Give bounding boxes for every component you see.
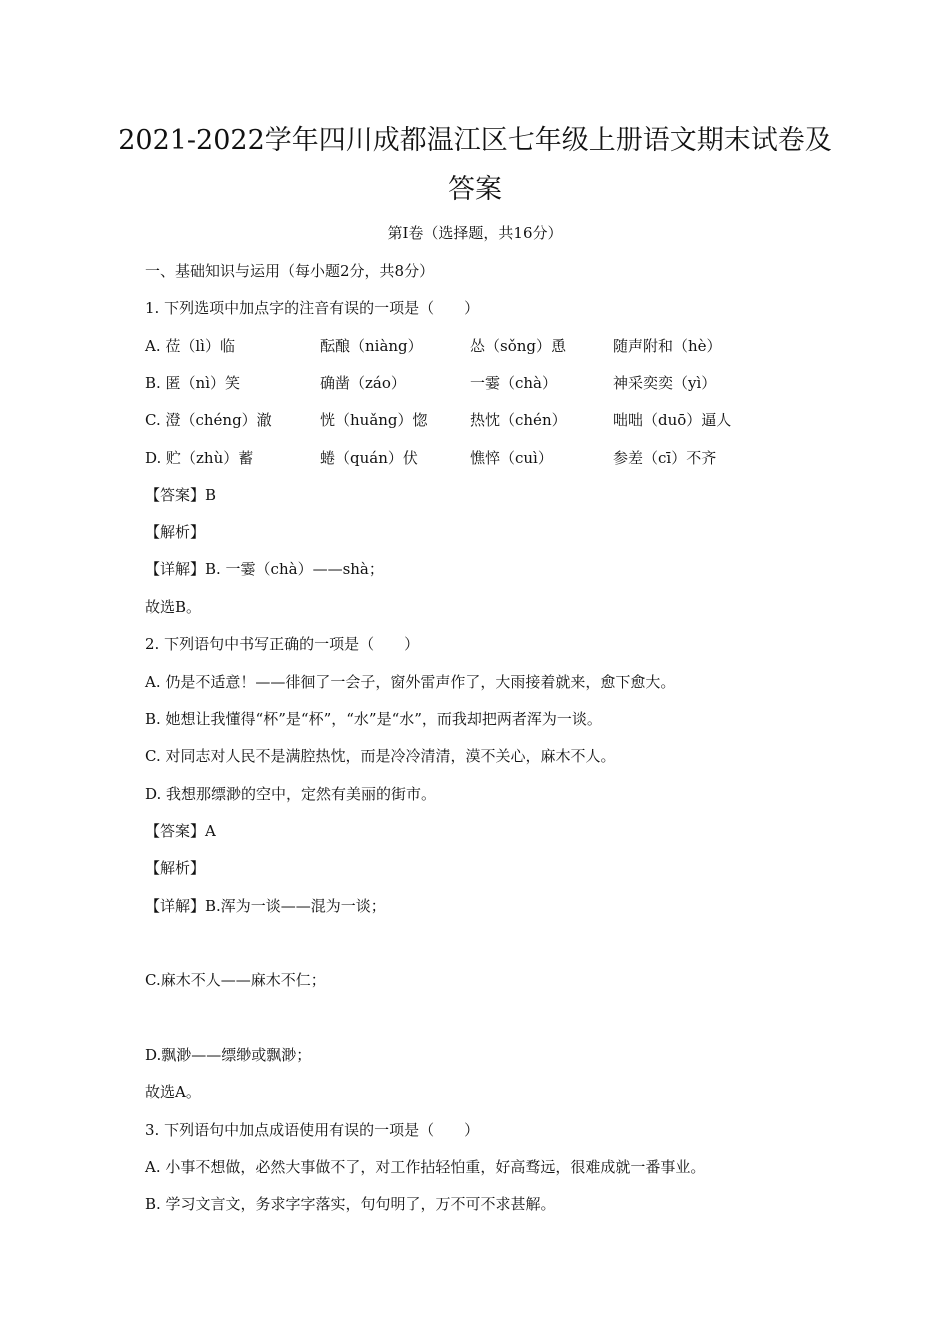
q1-option-a-1: A. 莅（lì）临 <box>145 337 235 355</box>
q1-option-b-2: 确凿（záo） <box>320 374 406 392</box>
q1-option-row-d <box>145 448 845 468</box>
q1-option-d-4: 参差（cī）不齐 <box>613 449 717 467</box>
q1-analysis: 【解析】 <box>145 523 206 541</box>
document-title-line-2: 答案 <box>448 174 502 205</box>
q1-option-row-c <box>145 410 845 430</box>
document-title-line-1: 2021-2022学年四川成都温江区七年级上册语文期末试卷及 <box>118 125 832 156</box>
q2-analysis: 【解析】 <box>145 859 206 877</box>
q3-stem: 3. 下列语句中加点成语使用有误的一项是（ ） <box>145 1121 480 1139</box>
q1-option-d-3: 憔悴（cuì） <box>470 449 553 467</box>
q2-option-b: B. 她想让我懂得“杯”是“杯”，“水”是“水”，而我却把两者浑为一谈。 <box>145 710 602 728</box>
q1-option-a-2: 酝酿（niàng） <box>320 337 423 355</box>
q1-option-a-3: 怂（sǒng）恿 <box>470 337 566 355</box>
q2-option-a: A. 仍是不适意！——徘徊了一会子，窗外雷声作了，大雨接着就来，愈下愈大。 <box>145 673 676 691</box>
q3-option-b: B. 学习文言文，务求字字落实，句句明了，万不可不求甚解。 <box>145 1195 556 1213</box>
q1-option-c-4: 咄咄（duō）逼人 <box>613 411 732 429</box>
q2-option-c: C. 对同志对人民不是满腔热忱，而是冷冷清清，漠不关心，麻木不人。 <box>145 747 616 765</box>
q1-option-a-4: 随声附和（hè） <box>613 337 722 355</box>
part-header: 一、基础知识与运用（每小题2分，共8分） <box>145 262 435 280</box>
q1-conclusion: 故选B。 <box>145 598 202 616</box>
q1-option-c-2: 恍（huǎng）惚 <box>320 411 428 429</box>
q1-option-b-1: B. 匿（nì）笑 <box>145 374 241 392</box>
q2-detail-c: C.麻木不人——麻木不仁； <box>145 971 326 989</box>
q2-detail-b: 【详解】B.浑为一谈——混为一谈； <box>145 897 386 915</box>
q2-stem: 2. 下列语句中书写正确的一项是（ ） <box>145 635 420 653</box>
q1-detail: 【详解】B. 一霎（chà）——shà； <box>145 560 384 578</box>
q1-stem: 1. 下列选项中加点字的注音有误的一项是（ ） <box>145 299 480 317</box>
q1-option-row-b <box>145 373 845 393</box>
q1-option-d-2: 蜷（quán）伏 <box>320 449 418 467</box>
q2-conclusion: 故选A。 <box>145 1083 201 1101</box>
q2-answer: 【答案】A <box>145 822 216 840</box>
q1-option-b-4: 神采奕奕（yì） <box>613 374 717 392</box>
q3-option-a: A. 小事不想做，必然大事做不了，对工作拈轻怕重，好高骛远，很难成就一番事业。 <box>145 1158 706 1176</box>
q1-answer: 【答案】B <box>145 486 217 504</box>
q2-detail-d: D.飘渺——缥缈或飘渺； <box>145 1046 312 1064</box>
section-header: 第Ⅰ卷（选择题，共16分） <box>387 224 563 242</box>
q1-option-row-a <box>145 336 845 356</box>
q1-option-c-3: 热忱（chén） <box>470 411 567 429</box>
q1-option-c-1: C. 澄（chéng）澈 <box>145 411 272 429</box>
q2-option-d: D. 我想那缥渺的空中，定然有美丽的街市。 <box>145 785 437 803</box>
q1-option-b-3: 一霎（chà） <box>470 374 558 392</box>
q1-option-d-1: D. 贮（zhù）蓄 <box>145 449 254 467</box>
